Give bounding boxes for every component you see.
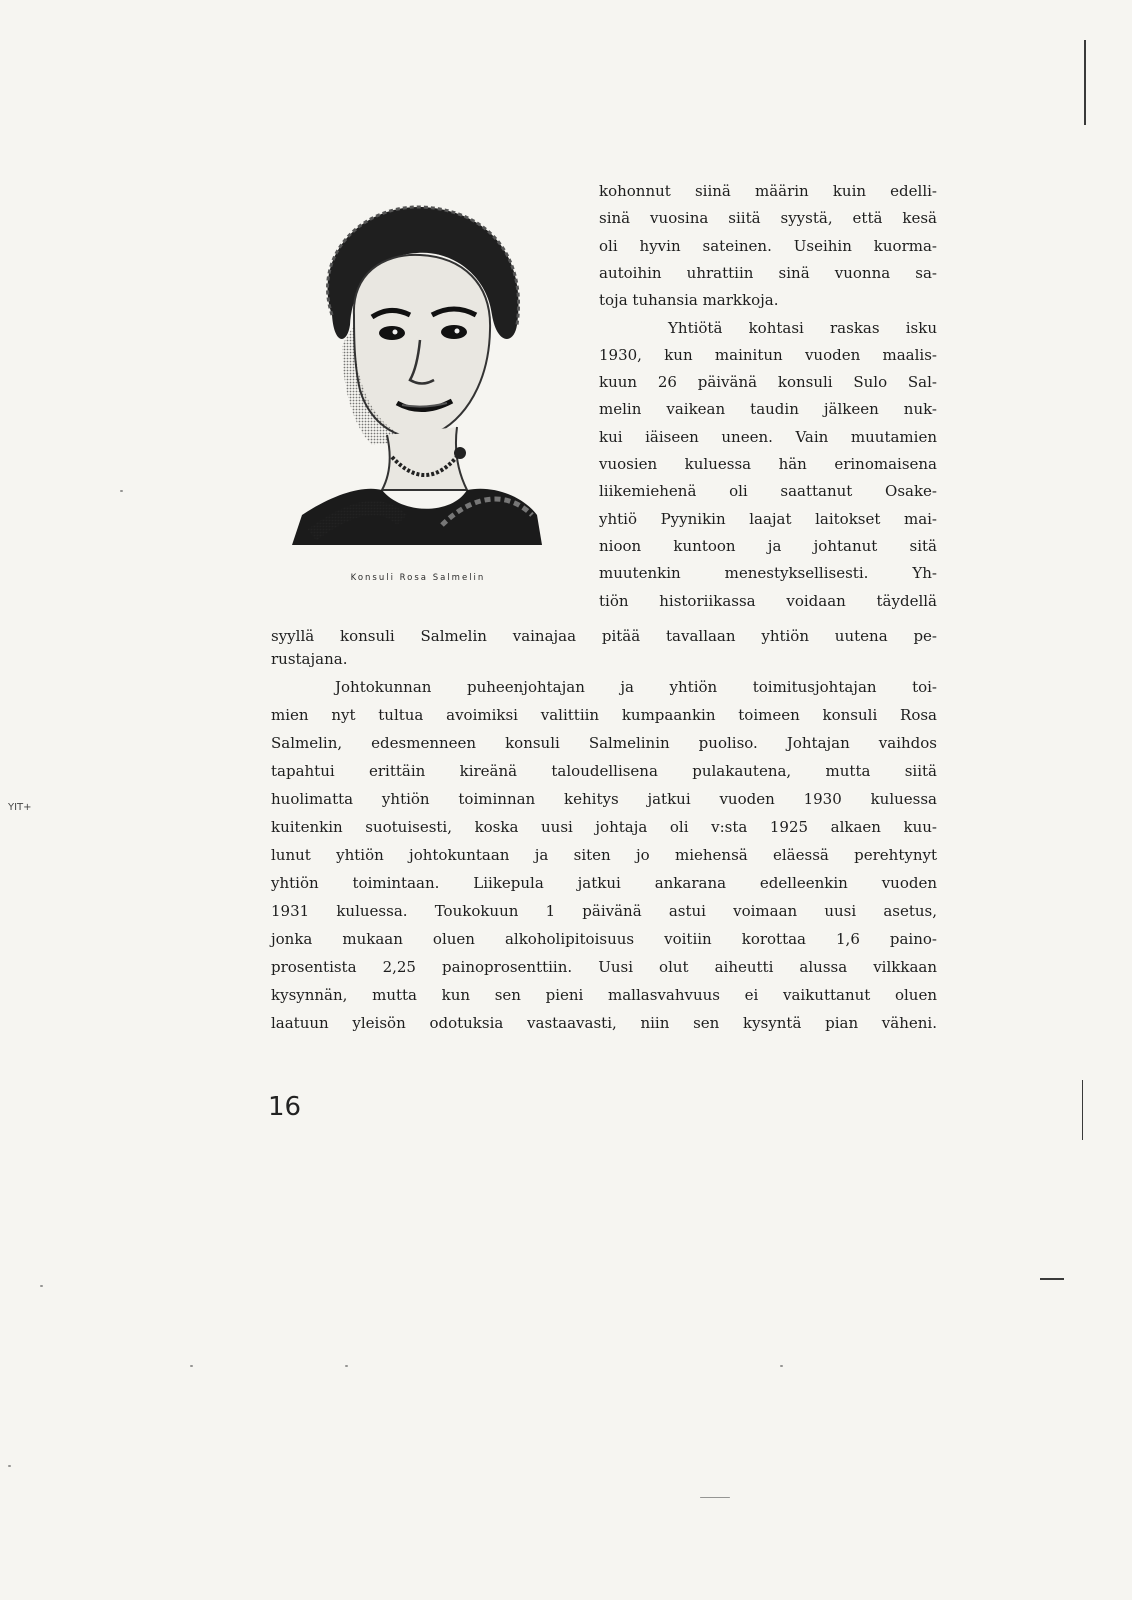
scan-speck	[190, 1365, 193, 1367]
body-text-line: kuitenkin suotuisesti, koska uusi johtaja oli v:sta 1925 alkaen kuu-	[271, 818, 937, 836]
body-text-line: 1931 kuluessa. Toukokuun 1 päivänä astui voimaan uusi asetus,	[271, 902, 937, 920]
scan-edge-line-right-lower	[1082, 1080, 1083, 1140]
portrait-caption: Konsuli Rosa Salmelin	[350, 573, 486, 583]
body-text-line: lunut yhtiön johtokuntaan ja siten jo miehensä eläessä perehtynyt	[271, 846, 937, 864]
body-text-line: Yhtiötä kohtasi raskas isku	[668, 318, 937, 337]
body-text-line: kui iäiseen uneen. Vain muutamien	[599, 427, 937, 446]
body-text-line: melin vaikean taudin jälkeen nuk-	[599, 400, 937, 419]
body-text-line: mien nyt tultua avoimiksi valittiin kumpaankin toimeen konsuli Rosa	[271, 706, 937, 724]
body-text-line: toja tuhansia markkoja.	[599, 291, 779, 310]
scan-mark: ΥΙΤ+	[8, 802, 32, 813]
body-text-line: vuosien kuluessa hän erinomaisena	[599, 455, 937, 473]
portrait-photo-icon	[292, 195, 542, 545]
body-text-line: tiön historiikassa voidaan täydellä	[599, 591, 937, 610]
scan-speck	[40, 1285, 43, 1287]
scan-speck	[345, 1365, 348, 1367]
page-number: 16	[268, 1092, 302, 1122]
body-text-line: autoihin uhrattiin sinä vuonna sa-	[599, 263, 937, 282]
body-text-line: kysynnän, mutta kun sen pieni mallasvahvuus ei vaikuttanut oluen	[271, 986, 937, 1004]
body-text-line: Johtokunnan puheenjohtajan ja yhtiön toimitusjohtajan toi-	[335, 678, 937, 696]
body-text-line: oli hyvin sateinen. Useihin kuorma-	[599, 236, 937, 255]
scan-speck	[780, 1365, 783, 1367]
body-text-line: nioon kuntoon ja johtanut sitä	[599, 536, 937, 555]
body-text-line: jonka mukaan oluen alkoholipitoisuus voitiin korottaa 1,6 paino-	[271, 930, 937, 948]
body-text-line: liikemiehenä oli saattanut Osake-	[599, 482, 937, 501]
scan-speck	[120, 490, 123, 492]
scan-speck	[8, 1465, 11, 1467]
body-text-line: kohonnut siinä määrin kuin edelli-	[599, 182, 937, 200]
body-text-line: Salmelin, edesmenneen konsuli Salmelinin puoliso. Johtajan vaihdos	[271, 734, 937, 752]
body-text-line: prosentista 2,25 painoprosenttiin. Uusi olut aiheutti alussa vilkkaan	[271, 958, 937, 976]
body-text-line: laatuun yleisön odotuksia vastaavasti, niin sen kysyntä pian väheni.	[271, 1014, 937, 1032]
scan-edge-dash	[1040, 1278, 1064, 1280]
body-text-line: kuun 26 päivänä konsuli Sulo Sal-	[599, 373, 937, 392]
scan-speck	[700, 1497, 730, 1498]
body-text-line: sinä vuosina siitä syystä, että kesä	[599, 209, 937, 228]
scan-edge-line-right	[1084, 40, 1086, 125]
body-text-line: syyllä konsuli Salmelin vainajaa pitää tavallaan yhtiön uutena pe-	[271, 627, 937, 645]
body-text-line: yhtiö Pyynikin laajat laitokset mai-	[599, 509, 937, 528]
body-text-line: 1930, kun mainitun vuoden maalis-	[599, 345, 937, 364]
body-text-line: huolimatta yhtiön toiminnan kehitys jatkui vuoden 1930 kuluessa	[271, 790, 937, 808]
body-text-line: tapahtui erittäin kireänä taloudellisena pulakautena, mutta siitä	[271, 762, 937, 780]
body-text-line: rustajana.	[271, 650, 348, 668]
body-text-line: muutenkin menestyksellisesti. Yh-	[599, 564, 937, 583]
body-text-line: yhtiön toimintaan. Liikepula jatkui ankarana edelleenkin vuoden	[271, 874, 937, 892]
